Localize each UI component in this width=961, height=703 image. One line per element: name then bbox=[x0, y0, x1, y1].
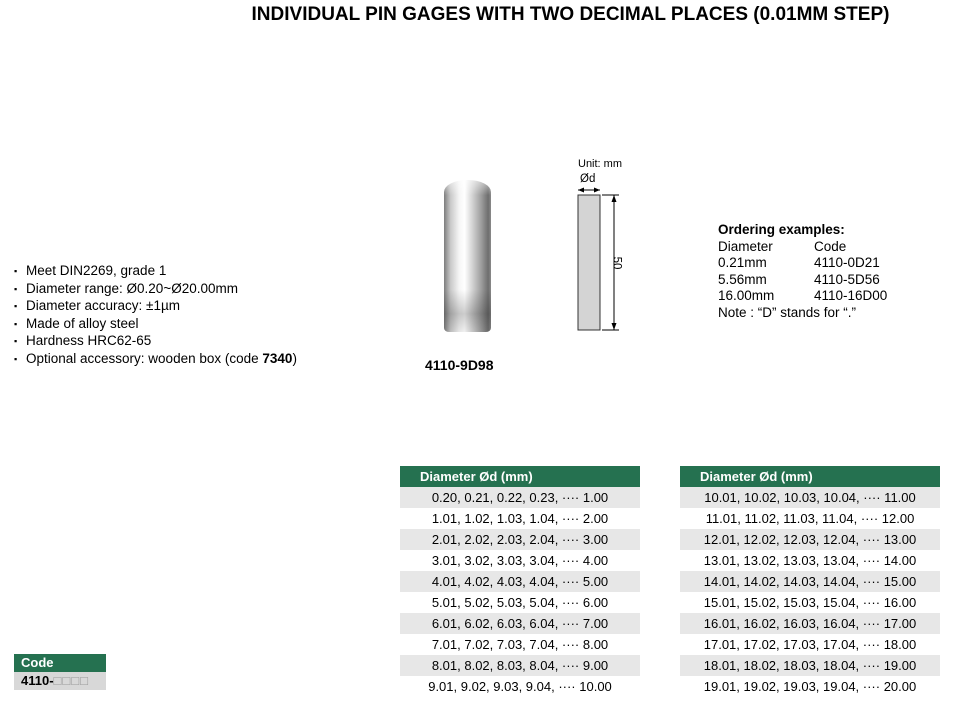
table-row: 10.01, 10.02, 10.03, 10.04, ···· 11.00 bbox=[680, 487, 940, 508]
accessory-code: 7340 bbox=[262, 350, 293, 366]
table-row: 3.01, 3.02, 3.03, 3.04, ···· 4.00 bbox=[400, 550, 640, 571]
table-row: 18.01, 18.02, 18.03, 18.04, ···· 19.00 bbox=[680, 655, 940, 676]
table-header: Diameter Ød (mm) bbox=[680, 466, 940, 487]
feature-text: Diameter accuracy: ±1µm bbox=[26, 298, 180, 314]
table-row: 14.01, 14.02, 14.03, 14.04, ···· 15.00 bbox=[680, 571, 940, 592]
table-row: 17.01, 17.02, 17.03, 17.04, ···· 18.00 bbox=[680, 634, 940, 655]
table-row: 16.01, 16.02, 16.03, 16.04, ···· 17.00 bbox=[680, 613, 940, 634]
bullet-icon: ▪ bbox=[14, 318, 18, 329]
feature-item bbox=[14, 263, 404, 281]
table-row: 19.01, 19.02, 19.03, 19.04, ···· 20.00 bbox=[680, 676, 940, 697]
table-header: Diameter Ød (mm) bbox=[400, 466, 640, 487]
ordering-diameter: 16.00mm bbox=[718, 288, 775, 304]
ordering-code: 4110-5D56 bbox=[814, 271, 880, 287]
bullet-icon: ▪ bbox=[14, 283, 18, 294]
feature-text: Diameter range: Ø0.20~Ø20.00mm bbox=[26, 280, 238, 296]
table-row: 6.01, 6.02, 6.03, 6.04, ···· 7.00 bbox=[400, 613, 640, 634]
ordering-note: Note : “D” stands for “.” bbox=[718, 304, 857, 320]
table-row: 13.01, 13.02, 13.03, 13.04, ···· 14.00 bbox=[680, 550, 940, 571]
diameter-table-2 bbox=[680, 466, 940, 697]
product-code-label: 4110-9D98 bbox=[425, 357, 494, 373]
diameter-table-1 bbox=[400, 466, 640, 697]
code-box bbox=[14, 654, 106, 690]
ordering-code: 4110-16D00 bbox=[814, 288, 888, 304]
table-row: 15.01, 15.02, 15.03, 15.04, ···· 16.00 bbox=[680, 592, 940, 613]
feature-text: Meet DIN2269, grade 1 bbox=[26, 263, 167, 278]
table-body bbox=[400, 487, 640, 697]
feature-list bbox=[14, 263, 404, 369]
ordering-diameter: 0.21mm bbox=[718, 255, 767, 271]
unit-label: Unit: mm bbox=[578, 158, 622, 170]
pin-gage-photo bbox=[444, 180, 491, 332]
table-row: 4.01, 4.02, 4.03, 4.04, ···· 5.00 bbox=[400, 571, 640, 592]
table-row: 0.20, 0.21, 0.22, 0.23, ···· 1.00 bbox=[400, 487, 640, 508]
ordering-examples bbox=[718, 222, 948, 322]
ordering-table bbox=[718, 239, 948, 305]
feature-item bbox=[14, 298, 404, 316]
code-box-value: 4110-□□□□ bbox=[14, 672, 106, 690]
feature-item bbox=[14, 316, 404, 334]
ordering-diameter: 5.56mm bbox=[718, 271, 767, 287]
table-row: 8.01, 8.02, 8.03, 8.04, ···· 9.00 bbox=[400, 655, 640, 676]
table-body bbox=[680, 487, 940, 697]
ordering-col-code: Code bbox=[814, 238, 847, 254]
code-placeholder-boxes: □□□□ bbox=[53, 673, 89, 688]
feature-text: Hardness HRC62-65 bbox=[26, 333, 152, 349]
table-row: 11.01, 11.02, 11.03, 11.04, ···· 12.00 bbox=[680, 508, 940, 529]
table-row: 7.01, 7.02, 7.03, 7.04, ···· 8.00 bbox=[400, 634, 640, 655]
table-row: 12.01, 12.02, 12.03, 12.04, ···· 13.00 bbox=[680, 529, 940, 550]
table-row: 5.01, 5.02, 5.03, 5.04, ···· 6.00 bbox=[400, 592, 640, 613]
feature-item bbox=[14, 351, 404, 369]
table-row: 9.01, 9.02, 9.03, 9.04, ···· 10.00 bbox=[400, 676, 640, 697]
length-dim-label: 50 bbox=[610, 256, 623, 270]
feature-item bbox=[14, 333, 404, 351]
ordering-heading: Ordering examples: bbox=[718, 222, 845, 237]
table-row: 2.01, 2.02, 2.03, 2.04, ···· 3.00 bbox=[400, 529, 640, 550]
ordering-col-diameter: Diameter bbox=[718, 238, 773, 254]
ordering-code: 4110-0D21 bbox=[814, 255, 880, 271]
feature-text: Made of alloy steel bbox=[26, 315, 139, 331]
diameter-dim-label: Ød bbox=[580, 173, 596, 185]
bullet-icon: ▪ bbox=[14, 353, 18, 364]
page-title: INDIVIDUAL PIN GAGES WITH TWO DECIMAL PLACES (0.01MM STEP) bbox=[251, 4, 890, 25]
code-box-header: Code bbox=[14, 654, 106, 672]
bullet-icon: ▪ bbox=[14, 301, 18, 312]
feature-text: Optional accessory: wooden box (code 7340) bbox=[26, 350, 297, 366]
table-row: 1.01, 1.02, 1.03, 1.04, ···· 2.00 bbox=[400, 508, 640, 529]
bullet-icon: ▪ bbox=[14, 336, 18, 347]
bullet-icon: ▪ bbox=[14, 266, 18, 276]
feature-item bbox=[14, 281, 404, 299]
